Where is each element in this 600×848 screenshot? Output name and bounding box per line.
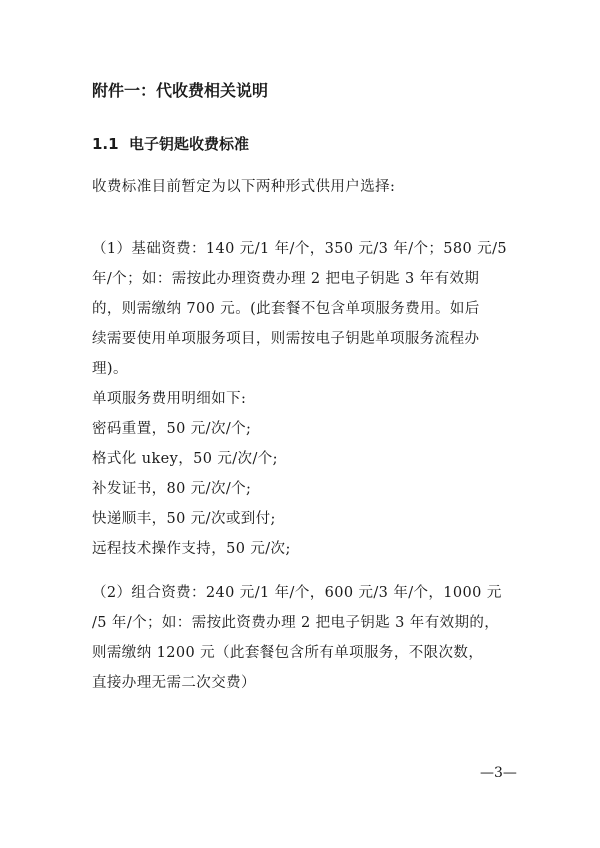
single-service-item: 格式化 ukey，50 元/次/个; <box>92 451 278 467</box>
basic-fee-line: 年/个；如：需按此办理资费办理 2 把电子钥匙 3 年有效期 <box>92 271 480 287</box>
section-number: 1.1 <box>92 135 119 153</box>
intro-line: 收费标准目前暂定为以下两种形式供用户选择: <box>92 179 396 195</box>
page-number: —3— <box>480 765 517 781</box>
combo-fee-line: （2）组合资费：240 元/1 年/个，600 元/3 年/个，1000 元 <box>92 585 502 601</box>
basic-fee-line: （1）基础资费：140 元/1 年/个，350 元/3 年/个；580 元/5 <box>92 241 507 257</box>
basic-fee-line: 的，则需缴纳 700 元。(此套餐不包含单项服务费用。如后 <box>92 301 480 317</box>
single-service-item: 密码重置，50 元/次/个; <box>92 421 252 437</box>
single-services-title: 单项服务费用明细如下: <box>92 391 247 407</box>
combo-fee-block <box>92 578 520 698</box>
combo-fee-line: 则需缴纳 1200 元（此套餐包含所有单项服务，不限次数， <box>92 645 484 661</box>
combo-fee-line: 直接办理无需二次交费） <box>92 675 256 691</box>
single-service-item: 补发证书，80 元/次/个; <box>92 481 252 497</box>
single-service-item: 快递顺丰，50 元/次或到付; <box>92 511 276 527</box>
basic-fee-line: 续需要使用单项服务项目，则需按电子钥匙单项服务流程办 <box>92 331 480 347</box>
section-title: 电子钥匙收费标准 <box>129 135 250 153</box>
attachment-heading: 附件一：代收费相关说明 <box>92 81 269 100</box>
intro-paragraph <box>92 172 520 202</box>
basic-fee-line: 理)。 <box>92 361 128 377</box>
basic-fee-block <box>92 234 520 564</box>
section-heading <box>92 134 249 154</box>
single-service-item: 远程技术操作支持，50 元/次; <box>92 541 291 557</box>
combo-fee-line: /5 年/个；如：需按此资费办理 2 把电子钥匙 3 年有效期的， <box>92 615 500 631</box>
